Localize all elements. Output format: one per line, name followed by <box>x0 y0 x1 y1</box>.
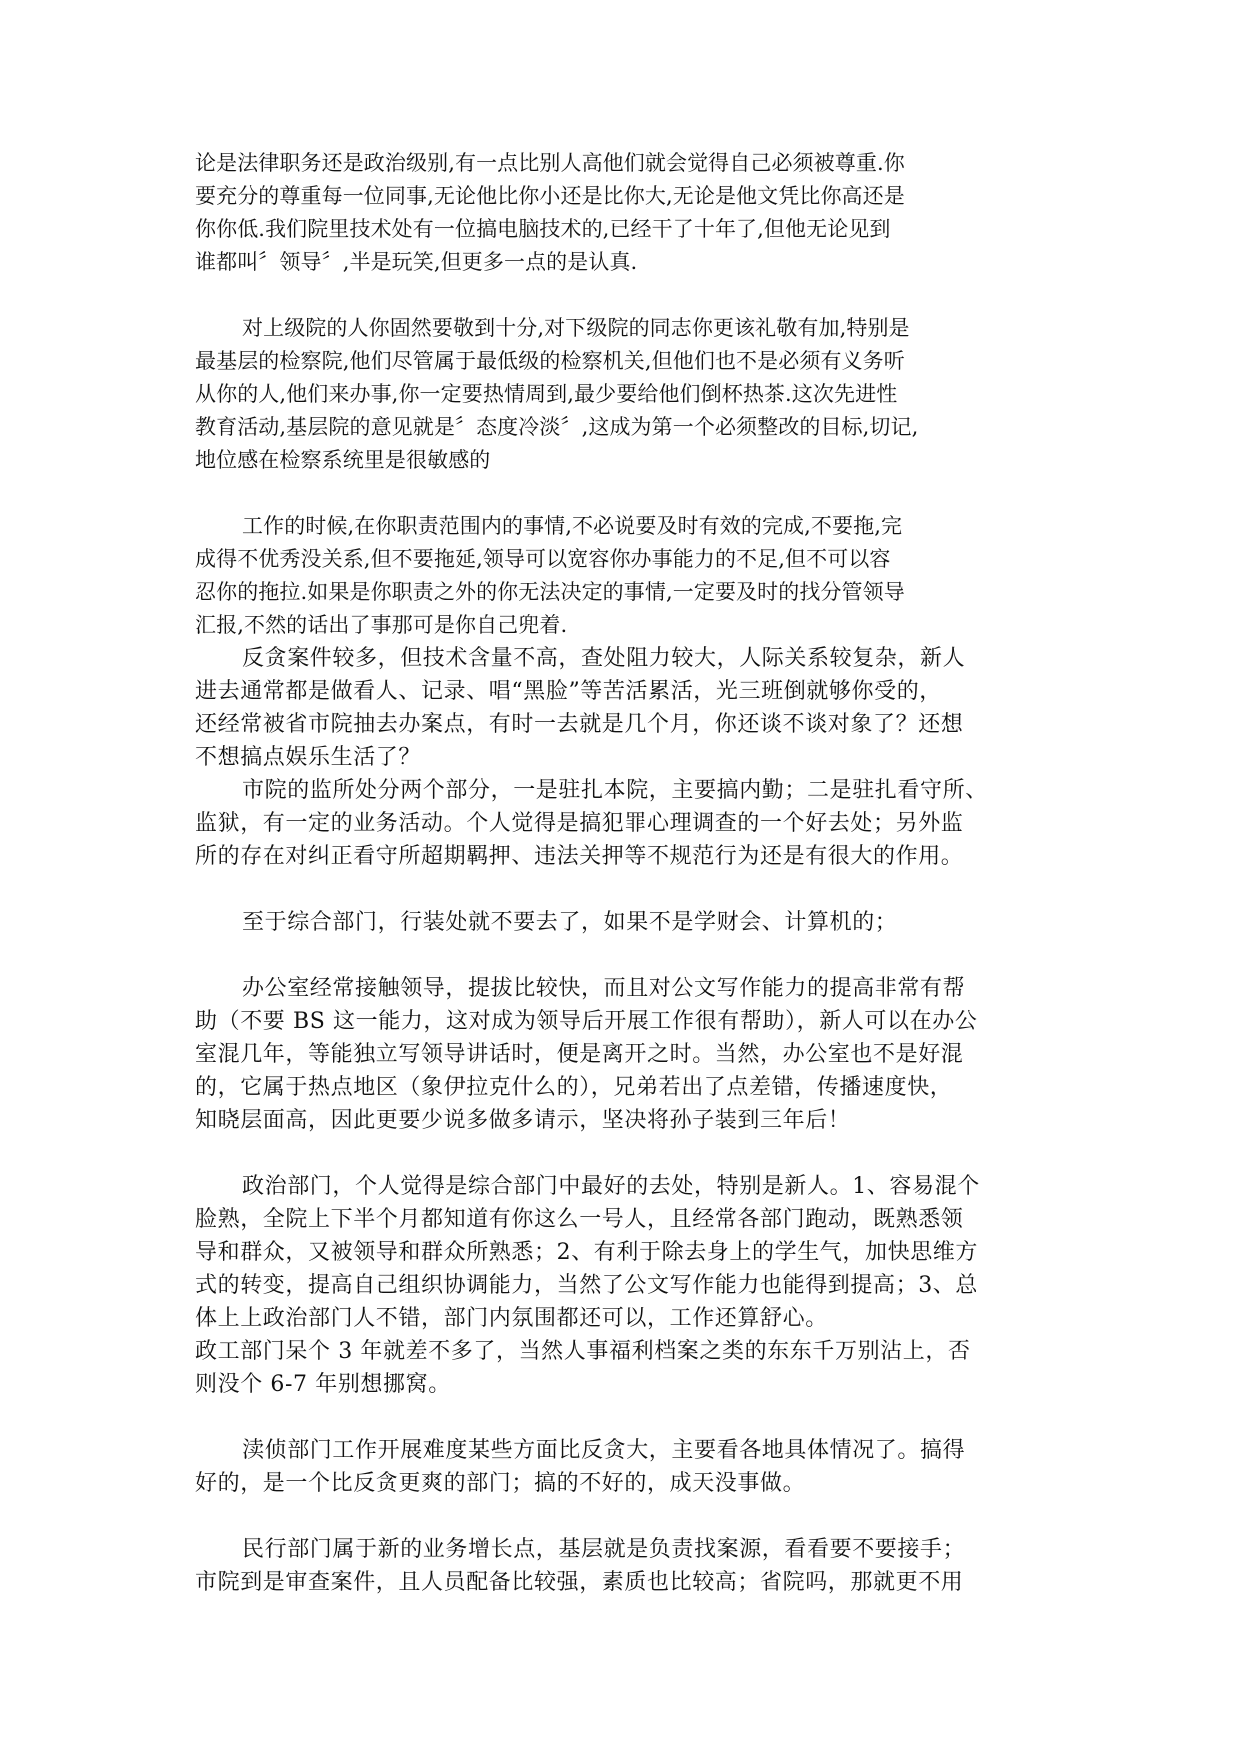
text-line: 还经常被省市院抽去办案点，有时一去就是几个月，你还谈不谈对象了？还想 <box>195 712 964 737</box>
text-line: 民行部门属于新的业务增长点，基层就是负责找案源，看看要不要接手； <box>242 1537 966 1562</box>
text-line: 体上上政治部门人不错，部门内氛围都还可以，工作还算舒心。 <box>195 1306 828 1331</box>
text-line: 室混几年，等能独立写领导讲话时，便是离开之时。当然，办公室也不是好混 <box>195 1042 964 1067</box>
text-line: 进去通常都是做看人、记录、唱“黑脸”等苦活累活，光三班倒就够你受的， <box>195 679 942 704</box>
text-line: 知晓层面高，因此更要少说多做多请示，坚决将孙子装到三年后！ <box>195 1108 851 1133</box>
paragraph <box>195 1170 1050 1335</box>
text-line: 渎侦部门工作开展难度某些方面比反贪大，主要看各地具体情况了。搞得 <box>242 1438 966 1463</box>
text-line: 脸熟，全院上下半个月都知道有你这么一号人，且经常各部门跑动，既熟悉领 <box>195 1207 964 1232</box>
text-line: 论是法律职务还是政治级别,有一点比别人高他们就会觉得自己必须被尊重.你 <box>195 151 905 175</box>
text-line: 不想搞点娱乐生活了？ <box>195 745 422 770</box>
paragraph <box>195 1335 1050 1401</box>
text-line: 办公室经常接触领导，提拔比较快，而且对公文写作能力的提高非常有帮 <box>242 976 966 1001</box>
text-line: 最基层的检察院,他们尽管属于最低级的检察机关,但他们也不是必须有义务听 <box>195 349 905 373</box>
text-line: 式的转变，提高自己组织协调能力，当然了公文写作能力也能得到提高；3、总 <box>195 1273 978 1298</box>
paragraph-gap <box>195 1137 1050 1170</box>
text-line: 助（不要 BS 这一能力，这对成为领导后开展工作很有帮助），新人可以在办公 <box>195 1009 978 1034</box>
text-line: 地位感在检察系统里是很敏感的 <box>195 448 491 472</box>
text-line: 谁都叫〞领导〞,半是玩笑,但更多一点的是认真. <box>195 250 638 274</box>
text-line: 至于综合部门，行装处就不要去了，如果不是学财会、计算机的； <box>242 910 898 935</box>
text-line: 政工部门呆个 3 年就差不多了，当然人事福利档案之类的东东千万别沾上，否 <box>195 1339 971 1364</box>
text-line: 所的存在对纠正看守所超期羁押、违法关押等不规范行为还是有很大的作用。 <box>195 844 964 869</box>
text-line: 教育活动,基层院的意见就是〞态度冷淡〞,这成为第一个必须整改的目标,切记, <box>195 415 919 439</box>
text-line: 的，它属于热点地区（象伊拉克什么的），兄弟若出了点差错，传播速度快， <box>195 1075 953 1100</box>
text-line: 忍你的拖拉.如果是你职责之外的你无法决定的事情,一定要及时的找分管领导 <box>195 580 905 604</box>
text-line: 要充分的尊重每一位同事,无论他比你小还是比你大,无论是他文凭比你高还是 <box>195 184 905 208</box>
paragraph <box>195 774 1050 873</box>
text-line: 反贪案件较多，但技术含量不高，查处阻力较大，人际关系较复杂，新人 <box>242 646 966 671</box>
text-line: 好的，是一个比反贪更爽的部门；搞的不好的，成天没事做。 <box>195 1471 806 1496</box>
paragraph <box>195 1434 1050 1500</box>
paragraph <box>195 972 1050 1137</box>
text-line: 汇报,不然的话出了事那可是你自己兜着. <box>195 613 568 637</box>
text-line: 从你的人,他们来办事,你一定要热情周到,最少要给他们倒杯热茶.这次先进性 <box>195 382 898 406</box>
paragraph-gap <box>195 279 1050 312</box>
paragraph-gap <box>195 1401 1050 1434</box>
text-line: 监狱，有一定的业务活动。个人觉得是搞犯罪心理调查的一个好去处；另外监 <box>195 811 964 836</box>
paragraph <box>195 510 1050 642</box>
text-line: 市院到是审查案件，且人员配备比较强，素质也比较高；省院吗，那就更不用 <box>195 1570 964 1595</box>
paragraph <box>195 906 1050 939</box>
text-line: 成得不优秀没关系,但不要拖延,领导可以宽容你办事能力的不足,但不可以容 <box>195 547 891 571</box>
paragraph-gap <box>195 1500 1050 1533</box>
text-line: 市院的监所处分两个部分，一是驻扎本院，主要搞内勤；二是驻扎看守所、 <box>242 778 988 803</box>
paragraph-gap <box>195 477 1050 510</box>
paragraph <box>195 1533 1050 1599</box>
text-line: 政治部门，个人觉得是综合部门中最好的去处，特别是新人。1、容易混个 <box>242 1174 980 1199</box>
paragraph-gap <box>195 873 1050 906</box>
text-line: 你你低.我们院里技术处有一位搞电脑技术的,已经干了十年了,但他无论见到 <box>195 217 891 241</box>
document-body <box>195 147 1050 1599</box>
text-line: 导和群众，又被领导和群众所熟悉；2、有利于除去身上的学生气，加快思维方 <box>195 1240 978 1265</box>
paragraph-gap <box>195 939 1050 972</box>
text-line: 则没个 6-7 年别想挪窝。 <box>195 1372 451 1397</box>
text-line: 对上级院的人你固然要敬到十分,对下级院的同志你更该礼敬有加,特别是 <box>242 316 910 340</box>
paragraph <box>195 147 1050 279</box>
paragraph <box>195 312 1050 477</box>
text-line: 工作的时候,在你职责范围内的事情,不必说要及时有效的完成,不要拖,完 <box>242 514 903 538</box>
paragraph <box>195 642 1050 774</box>
